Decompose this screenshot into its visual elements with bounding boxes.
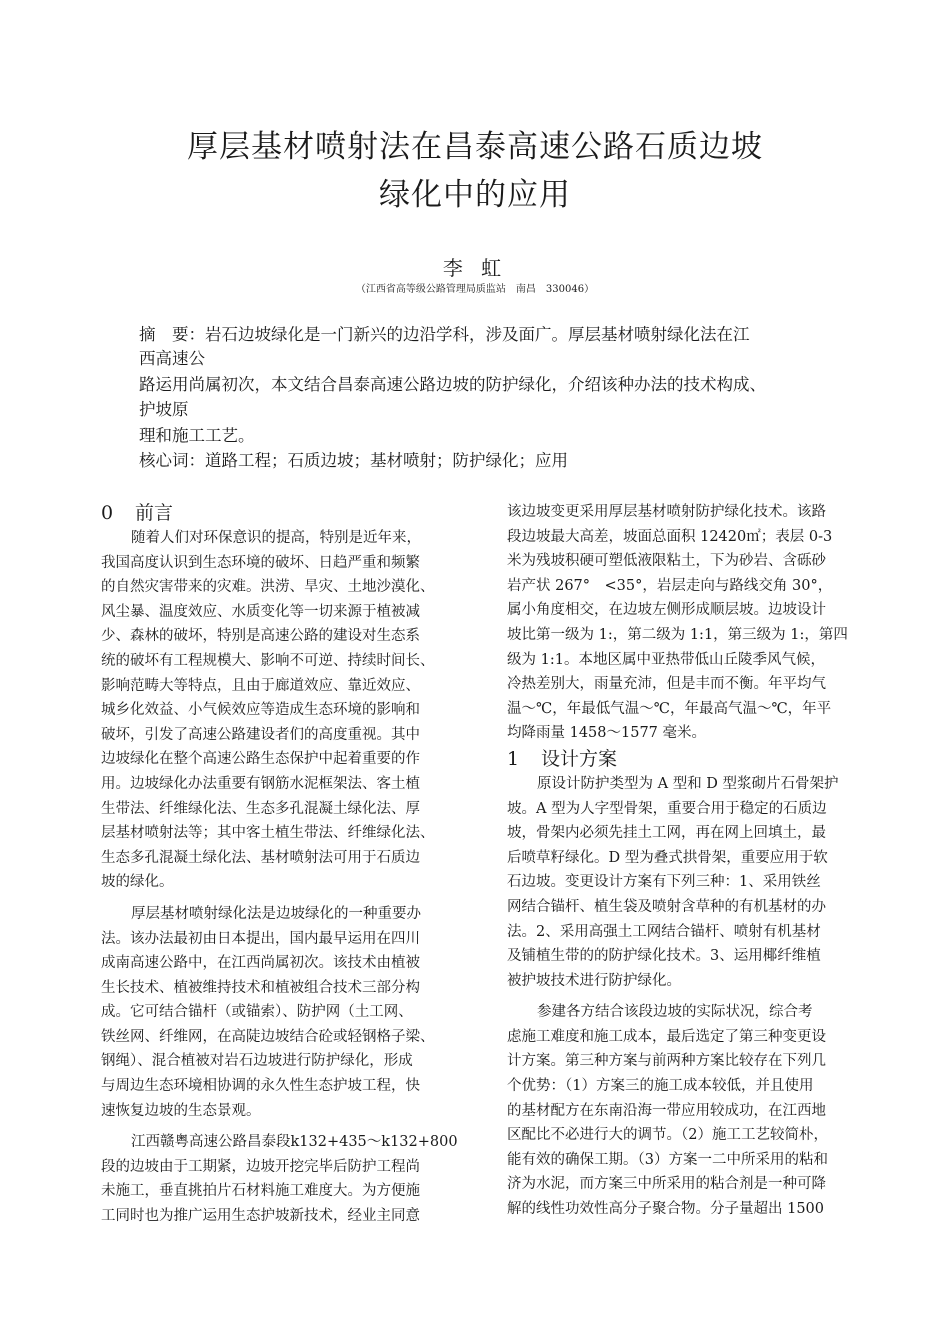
text-line: 城乡化效益、小气候效应等造成生态环境的影响和	[101, 702, 420, 719]
text-line: 冷热差别大，雨量充沛，但是丰而不衡。年平均气	[507, 676, 826, 693]
text-line: 少、森林的破坏，特别是高速公路的建设对生态系	[101, 628, 420, 645]
text-line: 网结合锚杆、植生袋及喷射含草种的有机基材的办	[507, 898, 826, 915]
text-line: 工同时也为推广运用生态护坡新技术，经业主同意	[101, 1208, 420, 1225]
text-line: 铁丝网、纤维网，在高陡边坡结合砼或轻钢格子梁、	[101, 1028, 435, 1045]
text-line: 未施工，垂直挑拍片石材料施工难度大。为方便施	[101, 1183, 420, 1200]
text-line: 的自然灾害带来的灾难。洪涝、旱灾、土地沙漠化、	[101, 579, 435, 596]
text-line: 厚层基材喷射绿化法是边坡绿化的一种重要办	[131, 905, 421, 922]
paper-title-line-2: 绿化中的应用	[379, 177, 571, 213]
text-line: 生长技术、植被维持技术和植被组合技术三部分构	[101, 979, 420, 996]
paragraph	[101, 526, 461, 895]
text-line: 温～℃，年最低气温～℃，年最高气温～℃，年平	[507, 700, 832, 717]
text-line: 段边坡最大高差，坡面总面积 12420㎡；表层 0-3	[507, 528, 833, 545]
text-line: 速恢复边坡的生态景观。	[101, 1102, 261, 1119]
author-name: 李 虹	[442, 256, 508, 280]
text-line: 坡的绿化。	[101, 874, 174, 891]
text-line: 成南高速公路中，在江西尚属初次。该技术由植被	[101, 955, 420, 972]
paragraph	[507, 500, 867, 746]
left-column	[101, 500, 461, 1229]
abstract-line: 西高速公	[139, 349, 205, 368]
text-line: 成。它可结合锚杆（或锚索）、防护网（土工网、	[101, 1004, 413, 1021]
text-line: 钢绳）、混合植被对岩石边坡进行防护绿化，形成	[101, 1053, 413, 1070]
text-line: 及铺植生带的的防护绿化技术。3、运用椰纤维植	[507, 948, 821, 965]
text-line: 参建各方结合该段边坡的实际状况，综合考	[537, 1004, 813, 1021]
text-line: 坡，骨架内必须先挂土工网，再在网上回填土，最	[507, 825, 826, 842]
text-line: 生带法、纤维绿化法、生态多孔混凝土绿化法、厚	[101, 800, 420, 817]
section-heading-design	[507, 746, 867, 772]
text-line: 我国高度认识到生态环境的破坏、日趋严重和频繁	[101, 554, 420, 571]
paragraph	[101, 902, 461, 1123]
text-line: 济为水泥，而方案三中所采用的粘合剂是一种可降	[507, 1176, 826, 1193]
paragraph	[507, 772, 867, 993]
text-line: 法。2、采用高强土工网结合锚杆、喷射有机基材	[507, 923, 821, 940]
text-line: 能有效的确保工期。（3）方案一二中所采用的粘和	[507, 1151, 828, 1168]
text-line: 后喷草籽绿化。D 型为叠式拱骨架，重要应用于软	[507, 849, 828, 866]
paper-title-line-1: 厚层基材喷射法在昌泰高速公路石质边坡	[187, 129, 763, 165]
text-line: 用。边坡绿化办法重要有钢筋水泥框架法、客土植	[101, 775, 420, 792]
abstract-line: 护坡原	[139, 400, 189, 419]
text-line: 石边坡。变更设计方案有下列三种：1、采用铁丝	[507, 874, 821, 891]
text-line: 统的破坏有工程规模大、影响不可逆、持续时间长、	[101, 652, 435, 669]
text-line: 段的边坡由于工期紧，边坡开挖完毕后防护工程尚	[101, 1158, 420, 1175]
text-line: 边坡绿化在整个高速公路生态保护中起着重要的作	[101, 751, 420, 768]
text-line: 法。该办法最初由日本提出，国内最早运用在四川	[101, 930, 420, 947]
right-column	[507, 500, 867, 1222]
abstract-line: 理和施工工艺。	[139, 426, 255, 445]
paragraph	[101, 1130, 461, 1228]
abstract-line: 路运用尚属初次，本文结合昌泰高速公路边坡的防护绿化，介绍该种办法的技术构成、	[139, 375, 766, 394]
text-line: 区配比不必进行大的调节。（2）施工工艺较简朴，	[507, 1127, 828, 1144]
author-affiliation: （江西省高等级公路管理局质监站 南昌 330046）	[355, 284, 595, 295]
section-title: 前言	[135, 502, 174, 524]
text-line: 江西赣粤高速公路昌泰段k132+435～k132+800	[131, 1134, 458, 1151]
text-line: 的基材配方在东南沿海一带应用较成功，在江西地	[507, 1102, 826, 1119]
keywords: 核心词：道路工程；石质边坡；基材喷射；防护绿化；应用	[139, 451, 568, 470]
section-number: 0	[101, 502, 114, 524]
text-line: 岩产状 267° <35°，岩层走向与路线交角 30°，	[507, 577, 833, 594]
text-line: 个优势：（1）方案三的施工成本较低，并且使用	[507, 1078, 814, 1095]
text-line: 生态多孔混凝土绿化法、基材喷射法可用于石质边	[101, 849, 420, 866]
text-line: 虑施工难度和施工成本，最后选定了第三种变更设	[507, 1028, 826, 1045]
text-line: 米为残坡积硬可塑低液限粘土，下为砂岩、含砾砂	[507, 553, 826, 570]
text-line: 被护坡技术进行防护绿化。	[507, 972, 681, 989]
text-line: 原设计防护类型为 A 型和 D 型浆砌片石骨架护	[537, 775, 839, 792]
text-line: 坡比第一级为 1:，第二级为 1:1，第三级为 1:，第四	[507, 626, 848, 643]
text-line: 解的线性功效性高分子聚合物。分子量超出 1500	[507, 1201, 825, 1218]
section-heading-intro	[101, 500, 461, 526]
text-line: 破坏，引发了高速公路建设者们的高度重视。其中	[101, 726, 420, 743]
text-line: 影响范畴大等特点，且由于廊道效应、靠近效应、	[101, 677, 420, 694]
section-title: 设计方案	[541, 747, 618, 770]
abstract-line: 摘 要：岩石边坡绿化是一门新兴的边沿学科，涉及面广。厚层基材喷射绿化法在江	[139, 325, 750, 344]
text-line: 属小角度相交，在边坡左侧形成顺层坡。边坡设计	[507, 602, 826, 619]
text-line: 随着人们对环保意识的提高，特别是近年来，	[131, 530, 421, 546]
text-line: 均降雨量 1458～1577 毫米。	[507, 725, 707, 742]
paragraph	[507, 1000, 867, 1221]
section-number: 1	[507, 747, 520, 770]
text-line: 层基材喷射法等；其中客土植生带法、纤维绿化法、	[101, 825, 435, 842]
text-line: 风尘暴、温度效应、水质变化等一切来源于植被减	[101, 603, 420, 620]
text-line: 该边坡变更采用厚层基材喷射防护绿化技术。该路	[507, 504, 826, 520]
text-line: 级为 1:1。本地区属中亚热带低山丘陵季风气候，	[507, 651, 825, 668]
text-line: 与周边生态环境相协调的永久性生态护坡工程，快	[101, 1078, 420, 1095]
text-line: 计方案。第三种方案与前两种方案比较存在下列几	[507, 1053, 826, 1070]
text-line: 坡。A 型为人字型骨架，重要合用于稳定的石质边	[507, 800, 827, 817]
